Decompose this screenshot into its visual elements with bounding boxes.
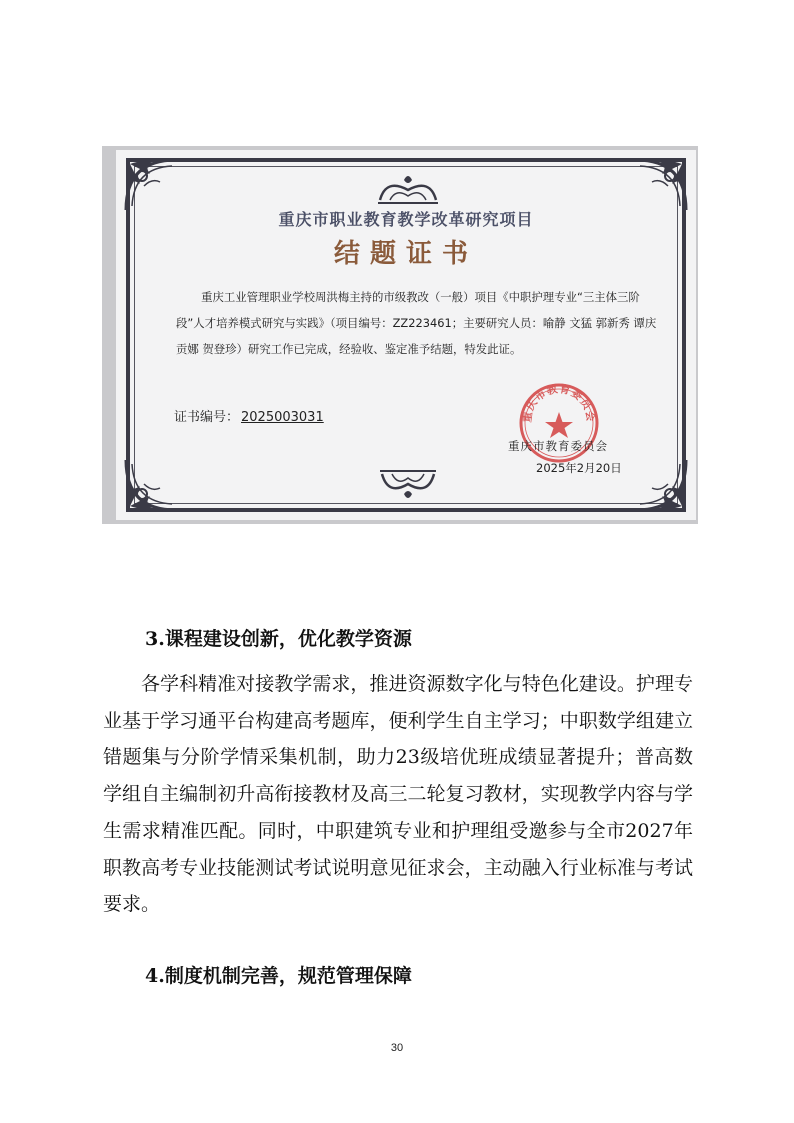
certificate-number-row <box>174 406 324 425</box>
certificate-issuer: 重庆市教育委员会 <box>508 439 608 453</box>
certificate-heading: 结题证书 <box>333 239 478 269</box>
section-3-heading: 3.课程建设创新，优化教学资源 <box>145 628 412 650</box>
bottom-center-ornament <box>378 468 438 502</box>
page-number: 30 <box>390 1042 404 1054</box>
certificate-photo <box>102 146 698 524</box>
certificate-body <box>176 284 664 362</box>
section-4-heading: 4.制度机制完善，规范管理保障 <box>145 965 412 987</box>
certificate-number-value: 2025003031 <box>241 410 324 425</box>
certificate-paper <box>116 150 696 520</box>
corner-ornament-bottom-right <box>632 456 690 514</box>
svg-text:重庆市教育委员会: 重庆市教育委员会 <box>521 383 597 424</box>
section-3-paragraph: 各学科精准对接教学需求，推进资源数字化与特色化建设。护理专业基于学习通平台构建高考题库，便利学生自主学习；中职数学组建立错题集与分阶学情采集机制，助力23级培优班成绩显著提升；普高数学组自主编制初升高衔接教材及高三二轮复习教材，实现教学内容与学生需求精准匹配。同时，中职建筑专业和护理组受邀参与全市2027年职教高考专业技能测试考试说明意见征求会，主动融入行业标准与考试要求。 <box>103 673 693 916</box>
certificate-body-text: 重庆工业管理职业学校周洪梅主持的市级教改（一般）项目《中职护理专业“三主体三阶段”人才培养模式研究与实践》（项目编号：ZZ223461；主要研究人员：喻静 文猛 郭新秀 谭庆 贡娜 贺登珍）研究工作已完成，经验收、鉴定准予结题，特发此证。 <box>176 290 657 356</box>
top-center-ornament <box>376 172 440 206</box>
corner-ornament-bottom-left <box>122 456 180 514</box>
certificate-organization-title: 重庆市职业教育教学改革研究项目 <box>278 210 534 229</box>
certificate-number-label: 证书编号： <box>174 410 240 425</box>
certificate-date: 2025年2月20日 <box>536 461 622 475</box>
corner-ornament-top-right <box>632 156 690 214</box>
corner-ornament-top-left <box>122 156 180 214</box>
